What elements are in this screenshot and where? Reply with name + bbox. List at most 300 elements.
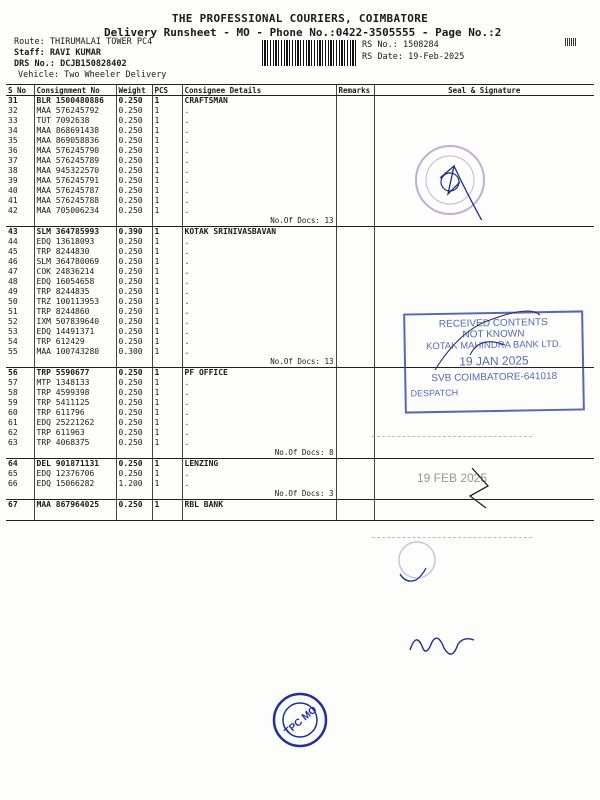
row-consignment: MAA 945322570 <box>34 166 116 176</box>
row-pcs: 1 <box>152 116 182 126</box>
row-remarks <box>336 106 374 116</box>
table-row <box>6 146 594 156</box>
row-weight: 0.390 <box>116 227 152 238</box>
row-weight: 0.250 <box>116 418 152 428</box>
row-sno: 65 <box>8 469 18 478</box>
row-remarks <box>336 307 374 317</box>
row-remarks <box>336 479 374 489</box>
docs-count-row <box>6 489 594 500</box>
route-line: Route: THIRUMALAI TOWER PC4 <box>14 37 153 47</box>
row-weight: 0.250 <box>116 408 152 418</box>
row-consignment: TRP 611796 <box>34 408 116 418</box>
row-weight: 0.250 <box>116 398 152 408</box>
row-consignee: . <box>182 388 336 398</box>
row-remarks <box>336 489 374 500</box>
row-sno: 48 <box>8 277 18 286</box>
row-consignment: MAA 868691438 <box>34 126 116 136</box>
table-row <box>6 297 594 307</box>
row-weight: 0.250 <box>116 96 152 107</box>
row-seal <box>374 448 594 459</box>
table-row <box>6 247 594 257</box>
row-seal <box>374 206 594 216</box>
row-consignee: . <box>182 297 336 307</box>
row-weight: 0.250 <box>116 469 152 479</box>
row-sno: 66 <box>8 479 18 488</box>
svg-text:TPC MO: TPC MO <box>282 704 320 738</box>
row-sno: 39 <box>8 176 18 185</box>
row-consignee: . <box>182 206 336 216</box>
row-seal <box>374 297 594 307</box>
row-weight: 0.250 <box>116 378 152 388</box>
tpc-mo-seal <box>270 690 330 750</box>
row-seal <box>374 489 594 500</box>
row-pcs: 1 <box>152 287 182 297</box>
table-row <box>6 479 594 489</box>
row-remarks <box>336 176 374 186</box>
docs-row-cell <box>6 216 34 227</box>
row-pcs: 1 <box>152 277 182 287</box>
row-consignee: . <box>182 277 336 287</box>
row-consignment: MAA 705006234 <box>34 206 116 216</box>
table-row <box>6 368 594 379</box>
row-sno: 43 <box>8 227 18 236</box>
table-row <box>6 408 594 418</box>
row-pcs: 1 <box>152 126 182 136</box>
row-consignee: LENZING <box>182 459 336 470</box>
row-consignee: KOTAK SRINIVASBAVAN <box>182 227 336 238</box>
row-weight: 0.250 <box>116 186 152 196</box>
vehicle-value: Two Wheeler Delivery <box>64 70 167 80</box>
kotak-received-stamp: RECEIVED CONTENTS NOT KNOWN KOTAK MAHINDRA BANK LTD. 19 JAN 2025 SVB COIMBATORE-641018 DESPATCH <box>403 310 585 413</box>
row-weight: 0.250 <box>116 146 152 156</box>
row-remarks <box>336 378 374 388</box>
row-consignee: . <box>182 126 336 136</box>
row-consignee: . <box>182 327 336 337</box>
row-pcs: 1 <box>152 469 182 479</box>
row-seal <box>374 287 594 297</box>
row-remarks <box>336 146 374 156</box>
docs-count-row <box>6 510 594 521</box>
table-row <box>6 378 594 388</box>
pf-office-stamp: 19 FEB 2025 <box>372 436 532 538</box>
table-row <box>6 126 594 136</box>
row-consignment: DEL 901871131 <box>34 459 116 470</box>
row-consignment: IXM 507839640 <box>34 317 116 327</box>
row-sno: 51 <box>8 307 18 316</box>
row-consignment: EDQ 14491371 <box>34 327 116 337</box>
row-sno: 58 <box>8 388 18 397</box>
row-seal <box>374 408 594 418</box>
table-row <box>6 347 594 357</box>
table-row <box>6 156 594 166</box>
row-remarks <box>336 216 374 227</box>
row-seal <box>374 126 594 136</box>
row-sno: 42 <box>8 206 18 215</box>
drs-barcode <box>262 40 358 66</box>
row-remarks <box>336 287 374 297</box>
col-remarks: Remarks <box>336 85 374 96</box>
row-weight: 0.250 <box>116 257 152 267</box>
table-row <box>6 267 594 277</box>
row-weight: 0.250 <box>116 176 152 186</box>
col-seal: Seal & Signature <box>374 85 594 96</box>
row-remarks <box>336 368 374 379</box>
row-consignment: MTP 1348133 <box>34 378 116 388</box>
row-consignee: . <box>182 428 336 438</box>
row-seal <box>374 106 594 116</box>
row-consignee: . <box>182 257 336 267</box>
row-consignee: . <box>182 146 336 156</box>
row-seal <box>374 388 594 398</box>
row-consignment: TRP 8244830 <box>34 247 116 257</box>
row-seal <box>374 176 594 186</box>
row-remarks <box>336 257 374 267</box>
route-value: THIRUMALAI TOWER PC4 <box>49 37 153 47</box>
row-consignment: TRP 8244835 <box>34 287 116 297</box>
docs-row-cell <box>116 357 152 368</box>
small-barcode-mark <box>565 38 577 46</box>
row-remarks <box>336 196 374 206</box>
row-pcs: 1 <box>152 337 182 347</box>
row-pcs: 1 <box>152 307 182 317</box>
row-remarks <box>336 136 374 146</box>
row-consignee: . <box>182 438 336 448</box>
row-consignee: . <box>182 287 336 297</box>
row-sno: 34 <box>8 126 18 135</box>
row-sno: 32 <box>8 106 18 115</box>
docs-row-cell <box>152 448 182 459</box>
row-seal <box>374 418 594 428</box>
row-seal <box>374 398 594 408</box>
row-seal <box>374 196 594 206</box>
row-seal <box>374 247 594 257</box>
row-consignment: TRP 8244860 <box>34 307 116 317</box>
row-consignee: . <box>182 116 336 126</box>
row-sno: 37 <box>8 156 18 165</box>
row-sno: 63 <box>8 438 18 447</box>
row-remarks <box>336 96 374 107</box>
row-consignment: COK 24836214 <box>34 267 116 277</box>
row-consignee: . <box>182 408 336 418</box>
row-consignment: MAA 576245791 <box>34 176 116 186</box>
docs-row-cell <box>34 216 116 227</box>
row-consignment: MAA 100743280 <box>34 347 116 357</box>
row-consignee: . <box>182 317 336 327</box>
row-pcs: 1 <box>152 146 182 156</box>
docs-count: No.Of Docs: 8 <box>182 448 336 459</box>
row-consignee: . <box>182 398 336 408</box>
row-seal <box>374 307 594 317</box>
row-consignee: . <box>182 469 336 479</box>
table-row <box>6 96 594 107</box>
row-consignee: PF OFFICE <box>182 368 336 379</box>
row-pcs: 1 <box>152 500 182 511</box>
row-remarks <box>336 500 374 511</box>
row-remarks <box>336 297 374 307</box>
row-weight: 0.250 <box>116 317 152 327</box>
row-sno: 56 <box>8 368 18 377</box>
runsheet-title: Delivery Runsheet - MO - Phone No.:0422-3505555 - Page No.:2 <box>104 26 502 39</box>
row-consignee: . <box>182 307 336 317</box>
row-consignment: MAA 576245792 <box>34 106 116 116</box>
row-seal <box>374 368 594 379</box>
row-sno: 49 <box>8 287 18 296</box>
row-seal <box>374 428 594 438</box>
row-weight: 0.250 <box>116 297 152 307</box>
row-remarks <box>336 126 374 136</box>
row-seal <box>374 438 594 448</box>
row-sno: 41 <box>8 196 18 205</box>
row-consignee: . <box>182 166 336 176</box>
row-pcs: 1 <box>152 136 182 146</box>
row-consignment: SLM 364780069 <box>34 257 116 267</box>
row-weight: 0.250 <box>116 388 152 398</box>
row-seal <box>374 186 594 196</box>
table-row <box>6 257 594 267</box>
row-sno: 52 <box>8 317 18 326</box>
docs-count: No.Of Docs: 13 <box>182 357 336 368</box>
row-consignment: MAA 576245788 <box>34 196 116 206</box>
row-sno: 44 <box>8 237 18 246</box>
docs-row-cell <box>116 510 152 521</box>
row-remarks <box>336 469 374 479</box>
row-sno: 46 <box>8 257 18 266</box>
runsheet-table <box>6 84 594 521</box>
row-consignee: . <box>182 247 336 257</box>
row-sno: 62 <box>8 428 18 437</box>
row-pcs: 1 <box>152 428 182 438</box>
row-seal <box>374 216 594 227</box>
row-consignee: . <box>182 347 336 357</box>
row-remarks <box>336 448 374 459</box>
row-sno: 54 <box>8 337 18 346</box>
row-remarks <box>336 166 374 176</box>
row-weight: 0.250 <box>116 136 152 146</box>
table-header-row <box>6 85 594 96</box>
row-remarks <box>336 237 374 247</box>
docs-row-cell <box>6 448 34 459</box>
row-consignee: . <box>182 186 336 196</box>
row-seal <box>374 96 594 107</box>
row-remarks <box>336 277 374 287</box>
row-remarks <box>336 156 374 166</box>
table-row <box>6 287 594 297</box>
row-sno: 57 <box>8 378 18 387</box>
row-remarks <box>336 347 374 357</box>
table-row <box>6 469 594 479</box>
table-row <box>6 176 594 186</box>
row-pcs: 1 <box>152 267 182 277</box>
table-row <box>6 500 594 511</box>
docs-row-cell <box>6 510 34 521</box>
row-remarks <box>336 388 374 398</box>
table-row <box>6 277 594 287</box>
row-pcs: 1 <box>152 227 182 238</box>
table-row <box>6 196 594 206</box>
drs-value: DCJB150828402 <box>60 59 127 69</box>
row-consignment: EDQ 16054658 <box>34 277 116 287</box>
row-remarks <box>336 510 374 521</box>
row-pcs: 1 <box>152 106 182 116</box>
company-title: THE PROFESSIONAL COURIERS, COIMBATORE <box>171 12 429 25</box>
table-row <box>6 388 594 398</box>
row-weight: 0.250 <box>116 287 152 297</box>
row-seal <box>374 479 594 489</box>
staff-value: RAVI KUMAR <box>49 48 102 58</box>
row-seal <box>374 327 594 337</box>
row-seal <box>374 500 594 511</box>
table-row <box>6 327 594 337</box>
table-row <box>6 136 594 146</box>
row-pcs: 1 <box>152 196 182 206</box>
rs-no-line: RS No.: 1508284 <box>362 40 439 50</box>
row-weight: 0.250 <box>116 126 152 136</box>
row-consignment: EDQ 12376706 <box>34 469 116 479</box>
row-sno: 45 <box>8 247 18 256</box>
table-row <box>6 106 594 116</box>
table-row <box>6 206 594 216</box>
row-remarks <box>336 357 374 368</box>
row-weight: 0.250 <box>116 459 152 470</box>
row-consignment: TUT 7092638 <box>34 116 116 126</box>
row-seal <box>374 116 594 126</box>
docs-row-cell <box>152 216 182 227</box>
row-seal <box>374 277 594 287</box>
row-remarks <box>336 116 374 126</box>
table-row <box>6 307 594 317</box>
row-remarks <box>336 459 374 470</box>
row-pcs: 1 <box>152 327 182 337</box>
row-pcs: 1 <box>152 297 182 307</box>
docs-row-cell <box>34 357 116 368</box>
row-consignee: . <box>182 196 336 206</box>
row-sno: 60 <box>8 408 18 417</box>
docs-row-cell <box>34 489 116 500</box>
row-pcs: 1 <box>152 237 182 247</box>
round-seal-stamp-2 <box>392 540 442 590</box>
row-pcs: 1 <box>152 418 182 428</box>
table-row <box>6 227 594 238</box>
row-consignee: CRAFTSMAN <box>182 96 336 107</box>
row-pcs: 1 <box>152 156 182 166</box>
row-weight: 0.250 <box>116 206 152 216</box>
row-pcs: 1 <box>152 247 182 257</box>
row-weight: 0.250 <box>116 166 152 176</box>
row-consignment: TRP 5590677 <box>34 368 116 379</box>
table-body <box>6 96 594 521</box>
row-consignment: MAA 576245787 <box>34 186 116 196</box>
row-seal <box>374 357 594 368</box>
row-remarks <box>336 186 374 196</box>
row-consignment: MAA 576245790 <box>34 146 116 156</box>
row-remarks <box>336 418 374 428</box>
rs-no-value: 1508284 <box>402 40 439 50</box>
row-weight: 0.250 <box>116 438 152 448</box>
docs-count: No.Of Docs: 3 <box>182 489 336 500</box>
table-row <box>6 438 594 448</box>
row-weight: 0.250 <box>116 156 152 166</box>
row-pcs: 1 <box>152 479 182 489</box>
docs-count: No.Of Docs: 13 <box>182 216 336 227</box>
docs-count <box>182 510 336 521</box>
table-row <box>6 237 594 247</box>
row-consignee: . <box>182 176 336 186</box>
row-sno: 36 <box>8 146 18 155</box>
row-pcs: 1 <box>152 388 182 398</box>
table-row <box>6 337 594 347</box>
row-weight: 0.250 <box>116 247 152 257</box>
docs-count-row <box>6 448 594 459</box>
row-weight: 0.250 <box>116 106 152 116</box>
row-seal <box>374 510 594 521</box>
row-weight: 0.250 <box>116 327 152 337</box>
docs-row-cell <box>152 510 182 521</box>
row-seal <box>374 136 594 146</box>
row-consignment: TRP 5411125 <box>34 398 116 408</box>
col-pcs: PCS <box>152 85 182 96</box>
row-seal <box>374 347 594 357</box>
row-seal <box>374 378 594 388</box>
row-consignment: TRP 611963 <box>34 428 116 438</box>
docs-row-cell <box>116 216 152 227</box>
docs-count-row <box>6 357 594 368</box>
row-weight: 0.250 <box>116 116 152 126</box>
row-weight: 0.250 <box>116 307 152 317</box>
vehicle-line: Vehicle: Two Wheeler Delivery <box>18 70 167 80</box>
row-weight: 0.250 <box>116 500 152 511</box>
row-remarks <box>336 267 374 277</box>
docs-row-cell <box>116 448 152 459</box>
rs-date-value: 19-Feb-2025 <box>408 52 465 62</box>
col-sno: S No <box>6 85 34 96</box>
row-sno: 31 <box>8 96 18 105</box>
row-consignment: TRP 612429 <box>34 337 116 347</box>
row-sno: 40 <box>8 186 18 195</box>
row-seal <box>374 337 594 347</box>
row-weight: 0.250 <box>116 267 152 277</box>
row-sno: 59 <box>8 398 18 407</box>
row-pcs: 1 <box>152 96 182 107</box>
col-consignee: Consignee Details <box>182 85 336 96</box>
col-weight: Weight <box>116 85 152 96</box>
table-row <box>6 166 594 176</box>
row-sno: 35 <box>8 136 18 145</box>
row-seal <box>374 267 594 277</box>
table-row <box>6 428 594 438</box>
row-consignee: . <box>182 337 336 347</box>
row-consignment: TRZ 100113953 <box>34 297 116 307</box>
row-consignment: MAA 576245789 <box>34 156 116 166</box>
row-consignee: . <box>182 106 336 116</box>
staff-line: Staff: RAVI KUMAR <box>14 48 102 58</box>
row-seal <box>374 257 594 267</box>
row-remarks <box>336 398 374 408</box>
row-weight: 0.250 <box>116 237 152 247</box>
row-sno: 50 <box>8 297 18 306</box>
table-row <box>6 398 594 408</box>
row-consignee: . <box>182 156 336 166</box>
docs-row-cell <box>34 510 116 521</box>
row-weight: 0.250 <box>116 277 152 287</box>
row-seal <box>374 156 594 166</box>
rs-date-line: RS Date: 19-Feb-2025 <box>362 52 465 62</box>
row-remarks <box>336 206 374 216</box>
row-seal <box>374 469 594 479</box>
row-consignee: . <box>182 418 336 428</box>
row-remarks <box>336 438 374 448</box>
row-sno: 64 <box>8 459 18 468</box>
row-consignment: EDQ 15066282 <box>34 479 116 489</box>
